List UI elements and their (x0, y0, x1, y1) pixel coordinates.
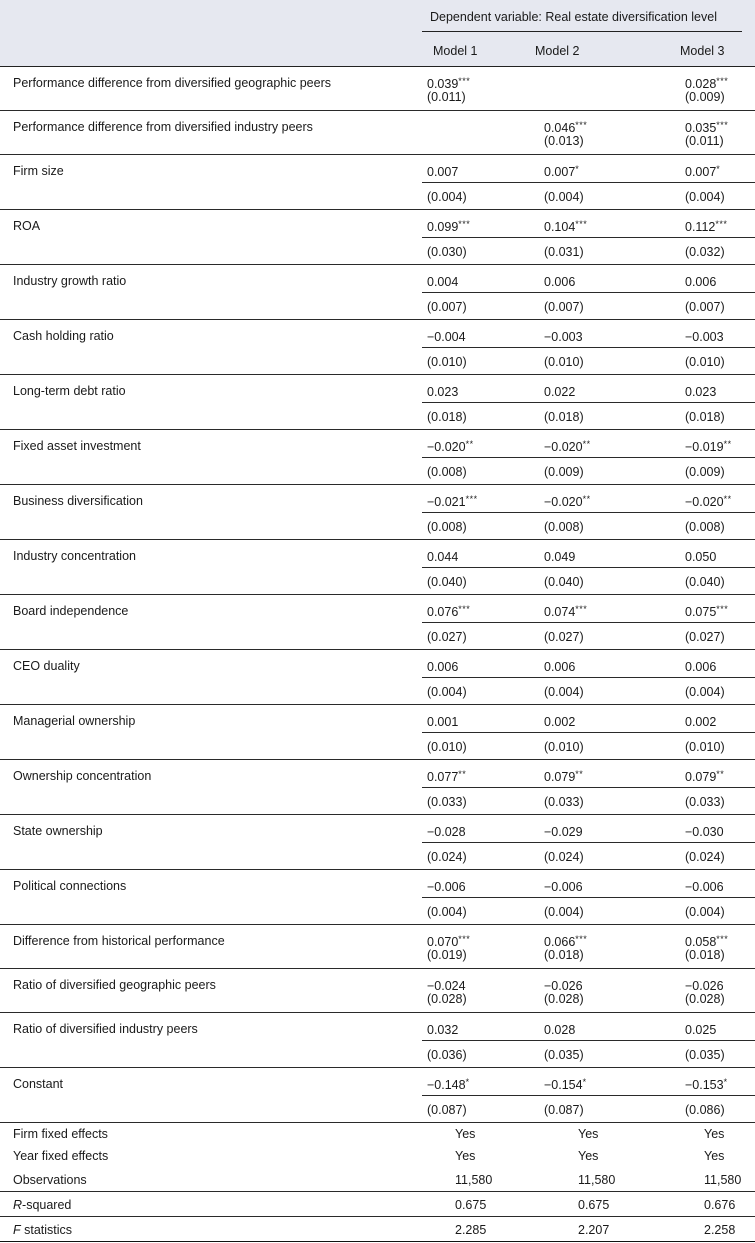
table-row (0, 110, 755, 154)
coefficient-cell (685, 384, 716, 399)
summary-value: 2.207 (578, 1223, 610, 1237)
summary-label-rest: statistics (20, 1223, 73, 1237)
significance-stars: *** (716, 120, 729, 130)
coefficient-value: 0.025 (685, 1023, 717, 1037)
standard-error-cell: (0.008) (685, 520, 725, 534)
coefficient-value: 0.112 (685, 220, 716, 234)
summary-value: 0.676 (704, 1198, 736, 1212)
coefficient-cell (427, 604, 470, 619)
significance-stars: *** (575, 604, 588, 614)
row-label: Ratio of diversified geographic peers (13, 978, 216, 992)
row-divider (422, 402, 755, 403)
summary-label (13, 1223, 72, 1237)
coefficient-cell (685, 824, 724, 839)
summary-value: 11,580 (704, 1173, 742, 1187)
coefficient-cell (685, 76, 728, 91)
coefficient-value: 0.023 (427, 385, 459, 399)
coefficient-value: 0.044 (427, 550, 459, 564)
significance-stars: *** (575, 120, 588, 130)
standard-error-cell: (0.007) (427, 300, 467, 314)
standard-error-cell: (0.004) (685, 685, 725, 699)
row-divider (422, 622, 755, 623)
coefficient-value: −0.020 (685, 495, 724, 509)
coefficient-cell (544, 549, 575, 564)
standard-error-cell: (0.018) (427, 410, 467, 424)
row-label: Performance difference from diversified industry peers (13, 120, 313, 134)
standard-error-cell: (0.024) (427, 850, 467, 864)
row-divider (422, 842, 755, 843)
significance-stars: ** (575, 769, 584, 779)
summary-value: Yes (578, 1127, 599, 1141)
coefficient-value: 0.023 (685, 385, 717, 399)
summary-value: Yes (578, 1149, 599, 1163)
coefficient-cell (427, 769, 466, 784)
coefficient-cell (544, 120, 587, 135)
coefficient-value: 0.002 (685, 715, 717, 729)
coefficient-cell (685, 274, 716, 289)
significance-stars: *** (458, 604, 471, 614)
row-label: Political connections (13, 879, 127, 893)
table-row (0, 429, 755, 484)
standard-error-cell: (0.011) (685, 134, 724, 148)
coefficient-cell (685, 120, 728, 135)
significance-stars: *** (465, 494, 478, 504)
row-label: CEO duality (13, 659, 80, 673)
coefficient-value: 0.039 (427, 77, 459, 91)
standard-error-cell: (0.027) (685, 630, 725, 644)
coefficient-cell (427, 384, 458, 399)
significance-stars: ** (458, 769, 467, 779)
summary-value: Yes (455, 1149, 476, 1163)
standard-error-cell: (0.007) (544, 300, 584, 314)
significance-stars: *** (716, 934, 729, 944)
row-divider (422, 292, 755, 293)
table-row (0, 814, 755, 869)
coefficient-value: 0.050 (685, 550, 717, 564)
coefficient-value: 0.099 (427, 220, 459, 234)
standard-error-cell: (0.032) (685, 245, 725, 259)
standard-error-cell: (0.011) (427, 90, 466, 104)
coefficient-cell (685, 769, 724, 784)
coefficient-value: −0.021 (427, 495, 466, 509)
significance-stars: * (465, 1077, 470, 1087)
significance-stars: *** (575, 934, 588, 944)
coefficient-cell (427, 76, 470, 91)
coefficient-cell (685, 879, 724, 894)
standard-error-cell: (0.018) (544, 410, 584, 424)
coefficient-value: 0.007 (544, 165, 576, 179)
coefficient-cell (544, 714, 575, 729)
coefficient-cell (427, 1022, 458, 1037)
coefficient-cell (544, 164, 579, 179)
coefficient-cell (544, 219, 587, 234)
coefficient-cell (544, 1077, 587, 1092)
coefficient-value: 0.028 (544, 1023, 576, 1037)
coefficient-value: −0.153 (685, 1078, 724, 1092)
row-divider (422, 347, 755, 348)
coefficient-value: −0.024 (427, 979, 466, 993)
row-divider (422, 732, 755, 733)
table-row (0, 264, 755, 319)
coefficient-cell (685, 164, 720, 179)
coefficient-value: 0.007 (685, 165, 717, 179)
coefficient-value: −0.019 (685, 440, 724, 454)
header-divider (422, 31, 742, 32)
coefficient-cell (544, 659, 575, 674)
summary-value: 2.285 (455, 1223, 487, 1237)
row-divider (422, 1095, 755, 1096)
standard-error-cell: (0.004) (427, 190, 467, 204)
significance-stars: ** (723, 494, 732, 504)
footer-divider (0, 1241, 755, 1242)
table-row (0, 968, 755, 1012)
significance-stars: * (582, 1077, 587, 1087)
coefficient-value: 0.028 (685, 77, 717, 91)
coefficient-value: 0.075 (685, 605, 717, 619)
coefficient-value: 0.004 (427, 275, 459, 289)
standard-error-cell: (0.010) (685, 740, 725, 754)
standard-error-cell: (0.010) (427, 740, 467, 754)
standard-error-cell: (0.008) (544, 520, 584, 534)
coefficient-value: 0.076 (427, 605, 459, 619)
coefficient-value: −0.004 (427, 330, 466, 344)
row-divider (422, 182, 755, 183)
coefficient-value: 0.074 (544, 605, 576, 619)
standard-error-cell: (0.004) (544, 905, 584, 919)
coefficient-value: −0.003 (544, 330, 583, 344)
row-divider (422, 512, 755, 513)
coefficient-value: −0.006 (685, 880, 724, 894)
coefficient-value: 0.006 (685, 660, 717, 674)
table-row (0, 924, 755, 968)
row-label: Long-term debt ratio (13, 384, 126, 398)
coefficient-value: 0.006 (685, 275, 717, 289)
coefficient-cell (427, 439, 474, 454)
coefficient-cell (685, 934, 728, 949)
significance-stars: *** (575, 219, 588, 229)
standard-error-cell: (0.010) (685, 355, 725, 369)
coefficient-value: 0.035 (685, 121, 717, 135)
standard-error-cell: (0.004) (427, 905, 467, 919)
coefficient-cell (685, 1022, 716, 1037)
table-row (0, 539, 755, 594)
summary-label: Firm fixed effects (13, 1127, 108, 1141)
standard-error-cell: (0.019) (427, 948, 467, 962)
summary-value: 11,580 (578, 1173, 616, 1187)
standard-error-cell: (0.009) (685, 90, 725, 104)
coefficient-cell (427, 659, 458, 674)
standard-error-cell: (0.087) (544, 1103, 584, 1117)
coefficient-cell (685, 549, 716, 564)
standard-error-cell: (0.027) (544, 630, 584, 644)
table-row (0, 759, 755, 814)
coefficient-cell (685, 494, 732, 509)
coefficient-value: 0.006 (544, 275, 576, 289)
standard-error-cell: (0.024) (685, 850, 725, 864)
standard-error-cell: (0.010) (544, 355, 584, 369)
summary-label-rest: -squared (22, 1198, 72, 1212)
table-row (0, 209, 755, 264)
coefficient-cell (685, 659, 716, 674)
model-2-heading: Model 2 (535, 44, 580, 58)
coefficient-value: 0.079 (685, 770, 717, 784)
standard-error-cell: (0.031) (544, 245, 584, 259)
row-divider (422, 1040, 755, 1041)
significance-stars: ** (582, 494, 591, 504)
summary-value: 0.675 (578, 1198, 610, 1212)
row-label: Firm size (13, 164, 64, 178)
row-label: ROA (13, 219, 41, 233)
summary-row (0, 1144, 755, 1166)
coefficient-cell (544, 274, 575, 289)
coefficient-value: 0.007 (427, 165, 459, 179)
coefficient-value: −0.026 (544, 979, 583, 993)
row-label: Ownership concentration (13, 769, 152, 783)
row-divider (422, 457, 755, 458)
significance-stars: * (575, 164, 580, 174)
coefficient-value: 0.002 (544, 715, 576, 729)
table-row (0, 704, 755, 759)
coefficient-cell (427, 164, 458, 179)
coefficient-value: −0.030 (685, 825, 724, 839)
coefficient-value: −0.154 (544, 1078, 583, 1092)
model-1-heading: Model 1 (433, 44, 478, 58)
coefficient-cell (544, 978, 583, 993)
standard-error-cell: (0.004) (544, 190, 584, 204)
row-label: State ownership (13, 824, 103, 838)
summary-value: 0.675 (455, 1198, 487, 1212)
standard-error-cell: (0.035) (544, 1048, 584, 1062)
row-label: Managerial ownership (13, 714, 136, 728)
standard-error-cell: (0.033) (427, 795, 467, 809)
coefficient-value: 0.022 (544, 385, 576, 399)
summary-row (0, 1166, 755, 1191)
summary-value: 11,580 (455, 1173, 493, 1187)
table-row (0, 67, 755, 110)
standard-error-cell: (0.027) (427, 630, 467, 644)
significance-stars: * (723, 1077, 728, 1087)
coefficient-value: 0.049 (544, 550, 576, 564)
coefficient-value: −0.006 (544, 880, 583, 894)
standard-error-cell: (0.004) (685, 190, 725, 204)
coefficient-cell (427, 1077, 470, 1092)
standard-error-cell: (0.004) (544, 685, 584, 699)
coefficient-cell (544, 329, 583, 344)
coefficient-value: 0.001 (427, 715, 459, 729)
summary-row (0, 1216, 755, 1241)
coefficient-value: −0.020 (544, 440, 583, 454)
coefficient-value: 0.077 (427, 770, 459, 784)
summary-label: Observations (13, 1173, 87, 1187)
row-label: Business diversification (13, 494, 143, 508)
significance-stars: ** (716, 769, 725, 779)
coefficient-value: 0.104 (544, 220, 576, 234)
table-body (0, 67, 755, 1122)
summary-label: Year fixed effects (13, 1149, 109, 1163)
significance-stars: *** (715, 219, 728, 229)
table-row (0, 594, 755, 649)
coefficient-cell (685, 329, 724, 344)
row-label: Constant (13, 1077, 64, 1091)
significance-stars: ** (465, 439, 474, 449)
summary-value: 2.258 (704, 1223, 736, 1237)
coefficient-cell (685, 714, 716, 729)
standard-error-cell: (0.030) (427, 245, 467, 259)
standard-error-cell: (0.018) (685, 410, 725, 424)
summary-label-italic: F (13, 1223, 21, 1237)
coefficient-value: −0.020 (427, 440, 466, 454)
standard-error-cell: (0.086) (685, 1103, 725, 1117)
table-row (0, 869, 755, 924)
standard-error-cell: (0.028) (427, 992, 467, 1006)
standard-error-cell: (0.028) (685, 992, 725, 1006)
table-row (0, 154, 755, 209)
coefficient-cell (544, 604, 587, 619)
coefficient-value: 0.032 (427, 1023, 459, 1037)
coefficient-value: 0.058 (685, 935, 717, 949)
coefficient-value: 0.046 (544, 121, 576, 135)
summary-row (0, 1191, 755, 1216)
standard-error-cell: (0.010) (544, 740, 584, 754)
coefficient-cell (544, 934, 587, 949)
table-row (0, 374, 755, 429)
standard-error-cell: (0.013) (544, 134, 584, 148)
standard-error-cell: (0.009) (544, 465, 584, 479)
standard-error-cell: (0.040) (685, 575, 725, 589)
significance-stars: * (716, 164, 721, 174)
standard-error-cell: (0.035) (685, 1048, 725, 1062)
standard-error-cell: (0.008) (427, 465, 467, 479)
standard-error-cell: (0.040) (544, 575, 584, 589)
coefficient-value: 0.079 (544, 770, 576, 784)
row-label: Ratio of diversified industry peers (13, 1022, 198, 1036)
coefficient-cell (427, 934, 470, 949)
table-row (0, 484, 755, 539)
coefficient-cell (685, 219, 727, 234)
coefficient-cell (544, 384, 575, 399)
coefficient-value: −0.006 (427, 880, 466, 894)
standard-error-cell: (0.018) (544, 948, 584, 962)
row-label: Difference from historical performance (13, 934, 225, 948)
row-label: Cash holding ratio (13, 329, 114, 343)
standard-error-cell: (0.010) (427, 355, 467, 369)
coefficient-cell (427, 714, 458, 729)
coefficient-cell (427, 978, 466, 993)
coefficient-cell (544, 769, 583, 784)
coefficient-value: 0.070 (427, 935, 459, 949)
coefficient-cell (544, 824, 583, 839)
significance-stars: *** (716, 604, 729, 614)
significance-stars: *** (716, 76, 729, 86)
dependent-variable-heading: Dependent variable: Real estate diversification level (430, 10, 717, 24)
significance-stars: *** (458, 219, 471, 229)
coefficient-value: −0.029 (544, 825, 583, 839)
standard-error-cell: (0.004) (685, 905, 725, 919)
significance-stars: *** (458, 76, 471, 86)
row-label: Performance difference from diversified geographic peers (13, 76, 331, 90)
row-divider (422, 787, 755, 788)
row-label: Industry growth ratio (13, 274, 127, 288)
standard-error-cell: (0.033) (685, 795, 725, 809)
coefficient-cell (427, 494, 478, 509)
significance-stars: *** (458, 934, 471, 944)
summary-label (13, 1198, 71, 1212)
coefficient-cell (544, 879, 583, 894)
coefficient-cell (427, 879, 466, 894)
coefficient-value: −0.003 (685, 330, 724, 344)
standard-error-cell: (0.004) (427, 685, 467, 699)
row-label: Board independence (13, 604, 129, 618)
standard-error-cell: (0.008) (427, 520, 467, 534)
coefficient-value: 0.006 (427, 660, 459, 674)
row-divider (422, 897, 755, 898)
coefficient-cell (544, 439, 591, 454)
standard-error-cell: (0.040) (427, 575, 467, 589)
standard-error-cell: (0.028) (544, 992, 584, 1006)
table-row (0, 649, 755, 704)
row-divider (422, 237, 755, 238)
table-row (0, 319, 755, 374)
row-label: Fixed asset investment (13, 439, 141, 453)
table-header (0, 0, 755, 67)
coefficient-value: −0.148 (427, 1078, 466, 1092)
summary-label-italic: R (13, 1198, 23, 1212)
standard-error-cell: (0.007) (685, 300, 725, 314)
significance-stars: ** (582, 439, 591, 449)
coefficient-value: −0.026 (685, 979, 724, 993)
standard-error-cell: (0.033) (544, 795, 584, 809)
row-label: Industry concentration (13, 549, 136, 563)
coefficient-cell (427, 549, 458, 564)
summary-row (0, 1122, 755, 1144)
table-row (0, 1012, 755, 1067)
coefficient-cell (427, 274, 458, 289)
coefficient-cell (685, 604, 728, 619)
standard-error-cell: (0.024) (544, 850, 584, 864)
coefficient-cell (427, 824, 466, 839)
coefficient-cell (685, 1077, 728, 1092)
standard-error-cell: (0.018) (685, 948, 725, 962)
coefficient-cell (685, 439, 732, 454)
table-footer (0, 1122, 755, 1243)
summary-value: Yes (704, 1127, 725, 1141)
coefficient-value: −0.028 (427, 825, 466, 839)
coefficient-cell (427, 219, 470, 234)
coefficient-value: −0.020 (544, 495, 583, 509)
row-divider (422, 567, 755, 568)
coefficient-cell (544, 494, 591, 509)
standard-error-cell: (0.036) (427, 1048, 467, 1062)
coefficient-value: 0.006 (544, 660, 576, 674)
coefficient-value: 0.066 (544, 935, 576, 949)
significance-stars: ** (723, 439, 732, 449)
coefficient-cell (685, 978, 724, 993)
standard-error-cell: (0.009) (685, 465, 725, 479)
coefficient-cell (544, 1022, 575, 1037)
row-divider (422, 677, 755, 678)
table-row (0, 1067, 755, 1122)
summary-value: Yes (704, 1149, 725, 1163)
standard-error-cell: (0.087) (427, 1103, 467, 1117)
model-3-heading: Model 3 (680, 44, 725, 58)
coefficient-cell (427, 329, 466, 344)
summary-value: Yes (455, 1127, 476, 1141)
